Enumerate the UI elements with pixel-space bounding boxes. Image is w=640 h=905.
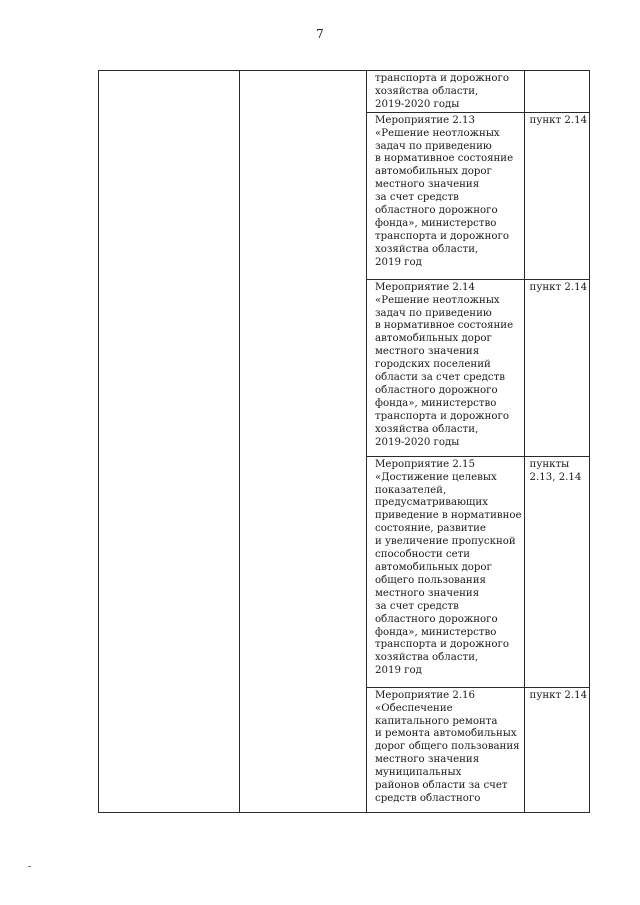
text-line: муниципальных	[375, 767, 462, 779]
text-line: задач по приведению	[375, 307, 492, 319]
page-number: 7	[316, 27, 324, 41]
text-line: автомобильных дорог	[375, 166, 492, 178]
text-line: показателей,	[375, 484, 447, 496]
measure-cell	[367, 456, 525, 687]
text-line: транспорта и дорожного	[375, 230, 509, 242]
text-line: хозяйства области,	[375, 652, 479, 664]
text-line: «Обеспечение	[375, 702, 453, 714]
text-line: «Достижение целевых	[375, 471, 497, 483]
text-line: Мероприятие 2.14	[375, 281, 476, 293]
text-line: местного значения	[375, 587, 480, 599]
text-line: и ремонта автомобильных	[375, 728, 517, 740]
text-line: дорог общего пользования	[375, 741, 520, 753]
reference-cell	[524, 687, 590, 812]
text-line: фонда», министерство	[375, 626, 497, 638]
table-row	[99, 71, 590, 113]
text-line: 2019-2020 годы	[375, 436, 460, 448]
text-line: Мероприятие 2.16	[375, 689, 476, 701]
text-line: области за счет средств	[375, 372, 506, 384]
text-line: районов области за счет	[375, 780, 508, 792]
text-line: Мероприятие 2.13	[375, 114, 476, 126]
text-line: местного значения	[375, 346, 480, 358]
text-line: автомобильных дорог	[375, 561, 492, 573]
text-line: 2019 год	[375, 256, 422, 268]
text-line: транспорта и дорожного	[375, 73, 509, 84]
measures-table	[98, 70, 590, 813]
measure-cell	[367, 112, 525, 279]
text-line: средств областного	[375, 792, 481, 804]
text-line: и увеличение пропускной	[375, 536, 516, 548]
text-line: 2019 год	[375, 665, 422, 677]
text-line: хозяйства области,	[375, 423, 479, 435]
reference-line: пункт 2.14	[529, 689, 588, 701]
text-line: задач по приведению	[375, 140, 492, 152]
text-line: за счет средств	[375, 192, 459, 204]
text-line: хозяйства области,	[375, 243, 479, 255]
text-line: приведение в нормативное	[375, 510, 522, 522]
measure-cell	[367, 279, 525, 456]
text-line: фонда», министерство	[375, 397, 497, 409]
text-line: областного дорожного	[375, 613, 498, 625]
text-line: в нормативное состояние	[375, 153, 514, 165]
text-line: автомобильных дорог	[375, 333, 492, 345]
text-line: состояние, развитие	[375, 523, 486, 535]
empty-column-1-cell	[99, 71, 240, 813]
empty-column-2-cell	[240, 71, 367, 813]
text-line: областного дорожного	[375, 384, 498, 396]
text-line: транспорта и дорожного	[375, 639, 509, 651]
text-line: областного дорожного	[375, 205, 498, 217]
text-line: Мероприятие 2.15	[375, 458, 476, 470]
reference-cell	[524, 279, 590, 456]
text-line: транспорта и дорожного	[375, 410, 509, 422]
text-line: фонда», министерство	[375, 217, 497, 229]
text-line: за счет средств	[375, 600, 459, 612]
text-line: городских поселений	[375, 359, 491, 371]
text-line: предусматривающих	[375, 497, 488, 509]
text-line: способности сети	[375, 549, 471, 561]
reference-line: 2.13, 2.14	[529, 471, 582, 483]
scan-artifact	[28, 866, 31, 867]
text-line: 2019-2020 годы	[375, 98, 460, 110]
text-line: «Решение неотложных	[375, 127, 500, 139]
reference-cell	[524, 71, 590, 113]
reference-line: пункт 2.14	[529, 281, 588, 293]
reference-line: пункт 2.14	[529, 114, 588, 126]
text-line: «Решение неотложных	[375, 294, 500, 306]
text-line: местного значения	[375, 179, 480, 191]
text-line: хозяйства области,	[375, 85, 479, 97]
reference-cell	[524, 112, 590, 279]
text-line: капитального ремонта	[375, 715, 498, 727]
measure-cell	[367, 687, 525, 812]
reference-line: пункты	[529, 458, 570, 470]
reference-cell	[524, 456, 590, 687]
text-line: местного значения	[375, 754, 480, 766]
measure-cell	[367, 71, 525, 113]
text-line: общего пользования	[375, 574, 486, 586]
text-line: в нормативное состояние	[375, 320, 514, 332]
